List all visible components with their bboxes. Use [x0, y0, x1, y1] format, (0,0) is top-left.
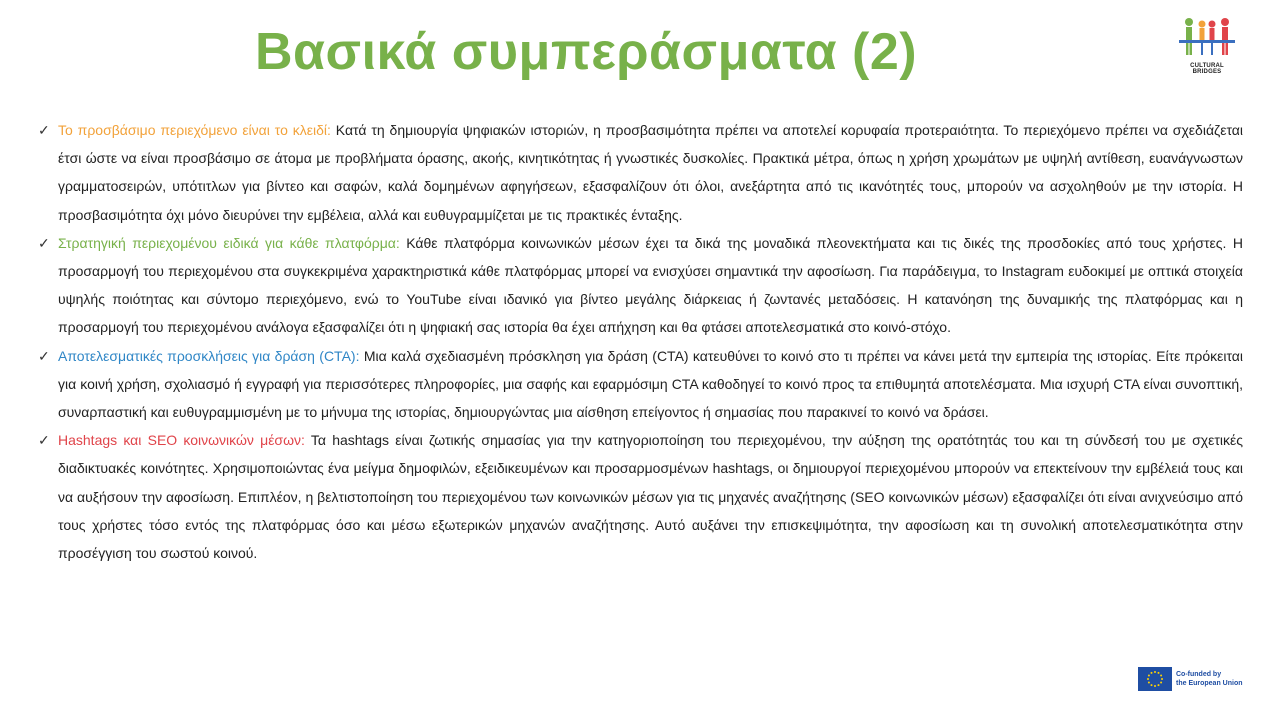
- checkmark-icon: ✓: [38, 432, 50, 449]
- list-item-accessible-content: [38, 116, 1243, 229]
- slide-title: Βασικά συμπεράσματα (2): [255, 23, 918, 81]
- item-body: Τα hashtags είναι ζωτικής σημασίας για την κατηγοριοποίηση του περιεχομένου, την αύξηση της ορατότητάς του και τη σύνδεσή του με σχετικές διαδικτυακές κοινότητες. Χρησιμοποιώντας ένα μείγμα δημοφιλών, εξειδικευμένων και προσαρμοσμένων hashtags, οι δημιουργοί περιεχομένου μπορούν να επεκτείνουν την εμβέλειά τους και να αυξήσουν την αφοσίωση. Επιπλέον, η βελτιστοποίηση του περιεχομένου των κοινωνικών μέσων για τις μηχανές αναζήτησης (SEO κοινωνικών μέσων) εξασφαλίζει ότι είναι ανιχνεύσιμο από τους χρήστες τόσο εντός της πλατφόρμας όσο και μέσω εξωτερικών μηχανών αναζήτησης. Αυτό αυξάνει την επισκεψιμότητα, την αφοσίωση και τη συνολική αποτελεσματικότητα στην προσέγγιση του σωστού κοινού.: [58, 432, 1243, 562]
- checkmark-icon: ✓: [38, 122, 50, 138]
- item-heading: Hashtags και SEO κοινωνικών μέσων:: [58, 432, 305, 449]
- eu-cofunded-text: Co-funded by the European Union: [1176, 671, 1243, 687]
- list-item-hashtags-seo: [38, 426, 1243, 567]
- bullet-list: [38, 116, 1243, 567]
- item-heading: Το προσβάσιμο περιεχόμενο είναι το κλειδί:: [58, 122, 331, 138]
- eu-flag-icon: [1138, 667, 1172, 691]
- checkmark-icon: ✓: [38, 347, 50, 364]
- list-item-platform-strategy: [38, 229, 1243, 342]
- logo-text: CULTURAL BRIDGES: [1190, 63, 1224, 75]
- cultural-bridges-logo: [1175, 14, 1247, 80]
- item-body: Κάθε πλατφόρμα κοινωνικών μέσων έχει τα δικά της μοναδικά πλεονεκτήματα και τις δικές της προσδοκίες από τους χρήστες. Η προσαρμογή του περιεχομένου στα συγκεκριμένα χαρακτηριστικά κάθε πλατφόρμας μπορεί να ενισχύσει σημαντικά την αφοσίωση. Για παράδειγμα, το Instagram ευδοκιμεί με οπτικά στοιχεία υψηλής ποιότητας και σύντομο περιεχόμενο, ενώ το YouTube είναι ιδανικό για βίντεο μεγάλης διάρκειας ή ζωντανές μεταδόσεις. Η κατανόηση της δυναμικής της πλατφόρμας και η προσαρμογή του περιεχομένου ανάλογα εξασφαλίζει ότι η ψηφιακή σας ιστορία θα έχει απήχηση και θα φτάσει αποτελεσματικά στο κοινό-στόχο.: [58, 234, 1243, 336]
- item-heading: Αποτελεσματικές προσκλήσεις για δράση (CTA):: [58, 347, 360, 364]
- checkmark-icon: ✓: [38, 234, 50, 251]
- bridge-figures-icon: [1175, 14, 1239, 64]
- item-body: Μια καλά σχεδιασμένη πρόσκληση για δράση (CTA) κατευθύνει το κοινό στο τι πρέπει να κάνει μετά την εμπειρία της ιστορίας. Είτε πρόκειται για κοινή χρήση, σχολιασμό ή εγγραφή για περισσότερες πληροφορίες, μια σαφής και εφαρμόσιμη CTA καθοδηγεί το κοινό προς τα επιθυμητά αποτελέσματα. Μια ισχυρή CTA είναι συνοπτική, συναρπαστική και ευθυγραμμισμένη με το μήνυμα της ιστορίας, δημιουργώντας μια αίσθηση επείγοντος ή σημασίας που παρακινεί το κοινό να δράσει.: [58, 347, 1243, 421]
- list-item-cta: [38, 342, 1243, 427]
- eu-stars-icon: [1138, 667, 1172, 691]
- item-body: Κατά τη δημιουργία ψηφιακών ιστοριών, η προσβασιμότητα πρέπει να αποτελεί κορυφαία προτεραιότητα. Το περιεχόμενο πρέπει να σχεδιάζεται έτσι ώστε να είναι προσβάσιμο σε άτομα με προβλήματα όρασης, ακοής, κινητικότητας ή γνωστικές δυσκολίες. Πρακτικά μέτρα, όπως η χρήση χρωμάτων με υψηλή αντίθεση, ευανάγνωστων γραμματοσειρών, υπότιτλων για βίντεο και σαφών, καλά δομημένων αφηγήσεων, εξασφαλίζουν ότι όλοι, ανεξάρτητα από τις ικανότητές τους, μπορούν να ασχοληθούν με την ιστορία. Η προσβασιμότητα όχι μόνο διευρύνει την εμβέλεια, αλλά και ευθυγραμμίζεται με τις πρακτικές ένταξης.: [58, 122, 1243, 223]
- eu-cofunded-logo: [1138, 667, 1250, 693]
- item-heading: Στρατηγική περιεχομένου ειδικά για κάθε πλατφόρμα:: [58, 234, 400, 251]
